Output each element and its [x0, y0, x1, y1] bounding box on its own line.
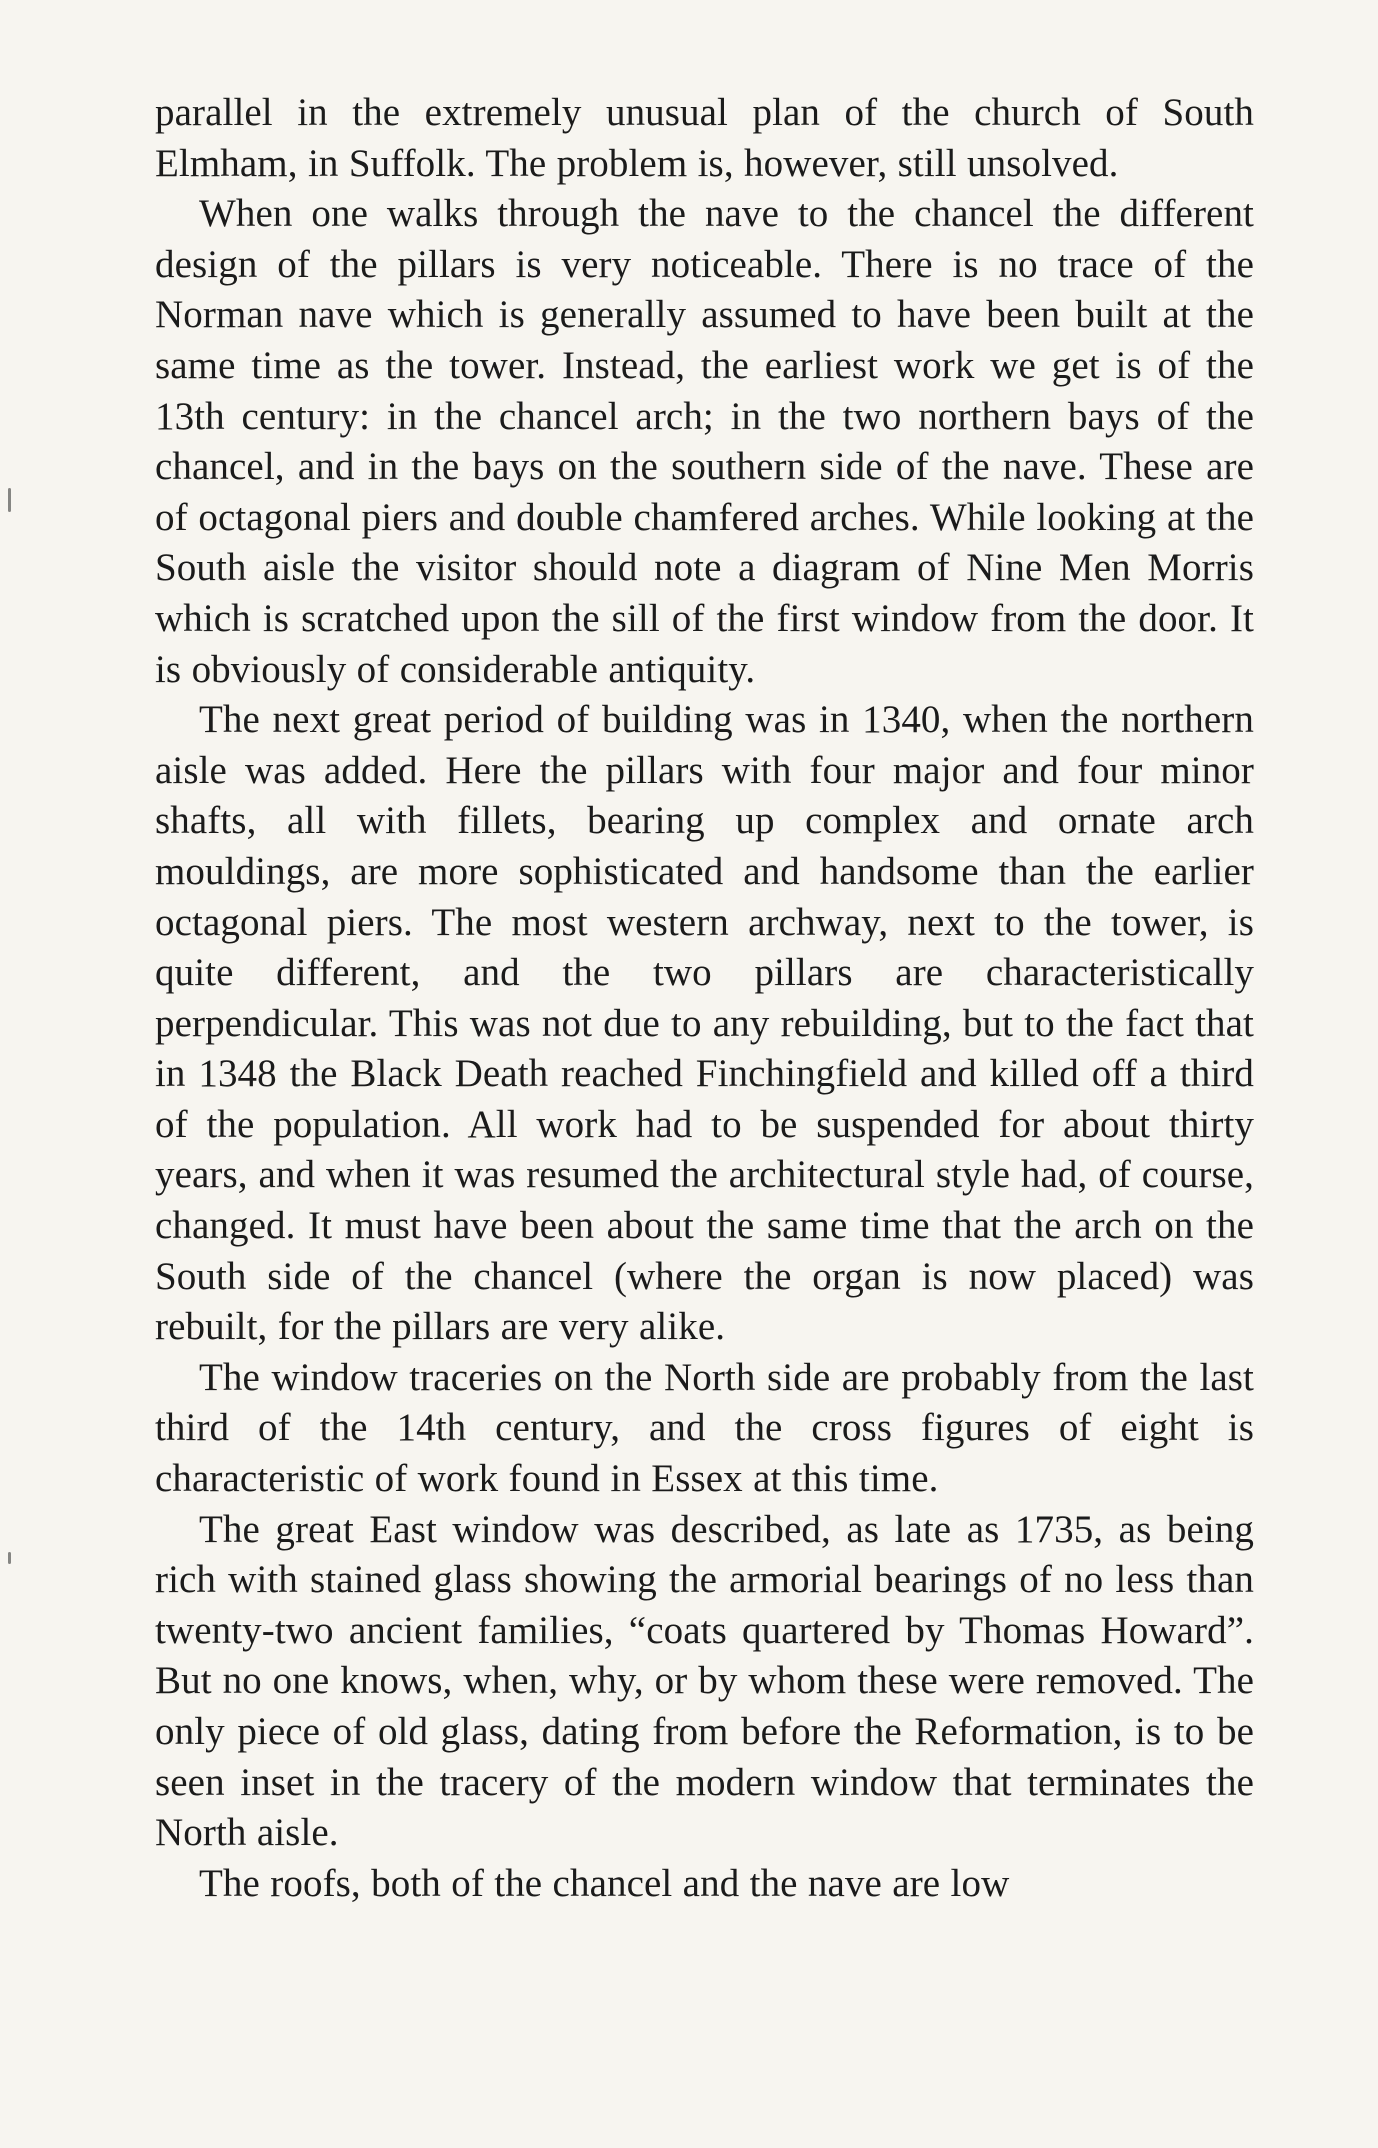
- body-text: [155, 88, 1254, 1909]
- paragraph: When one walks through the nave to the chancel the different design of the pillars is very noticeable. There is no trace of the Norman nave which is generally assumed to have been built at the same time as the tower. Instead, the earliest work we get is of the 13th century: in the chancel arch; in the two northern bays of the chancel, and in the bays on the southern side of the nave. These are of octagonal piers and double chamfered arches. While looking at the South aisle the visitor should note a diagram of Nine Men Morris which is scratched upon the sill of the first window from the door. It is obviously of considerable antiquity.: [155, 192, 1254, 691]
- paragraph: parallel in the extremely unusual plan of the church of South Elmham, in Suffolk. The problem is, however, still unsolved.: [155, 91, 1254, 185]
- margin-mark: [8, 488, 11, 512]
- paragraph: The window traceries on the North side are probably from the last third of the 14th century, and the cross figures of eight is characteristic of work found in Essex at this time.: [155, 1355, 1254, 1501]
- paragraph: The roofs, both of the chancel and the nave are low: [199, 1861, 1010, 1905]
- margin-mark: [8, 1552, 11, 1564]
- paragraph: The next great period of building was in 1340, when the northern aisle was added. Here the pillars with four major and four minor shafts, all with fillets, bearing up complex and ornate arch mouldings, are more sophisticated and handsome than the earlier octagonal piers. The most western archway, next to the tower, is quite different, and the two pillars are characteristically perpendicular. This was not due to any rebuilding, but to the fact that in 1348 the Black Death reached Finchingfield and killed off a third of the population. All work had to be suspended for about thirty years, and when it was resumed the architectural style had, of course, changed. It must have been about the same time that the arch on the South side of the chancel (where the organ is now placed) was rebuilt, for the pillars are very alike.: [155, 698, 1254, 1349]
- paragraph: The great East window was described, as late as 1735, as being rich with stained glass showing the armorial bearings of no less than twenty-two ancient families, “coats quartered by Thomas Howard”. But no one knows, when, why, or by whom these were removed. The only piece of old glass, dating from before the Reformation, is to be seen inset in the tracery of the modern window that terminates the North aisle.: [155, 1507, 1254, 1855]
